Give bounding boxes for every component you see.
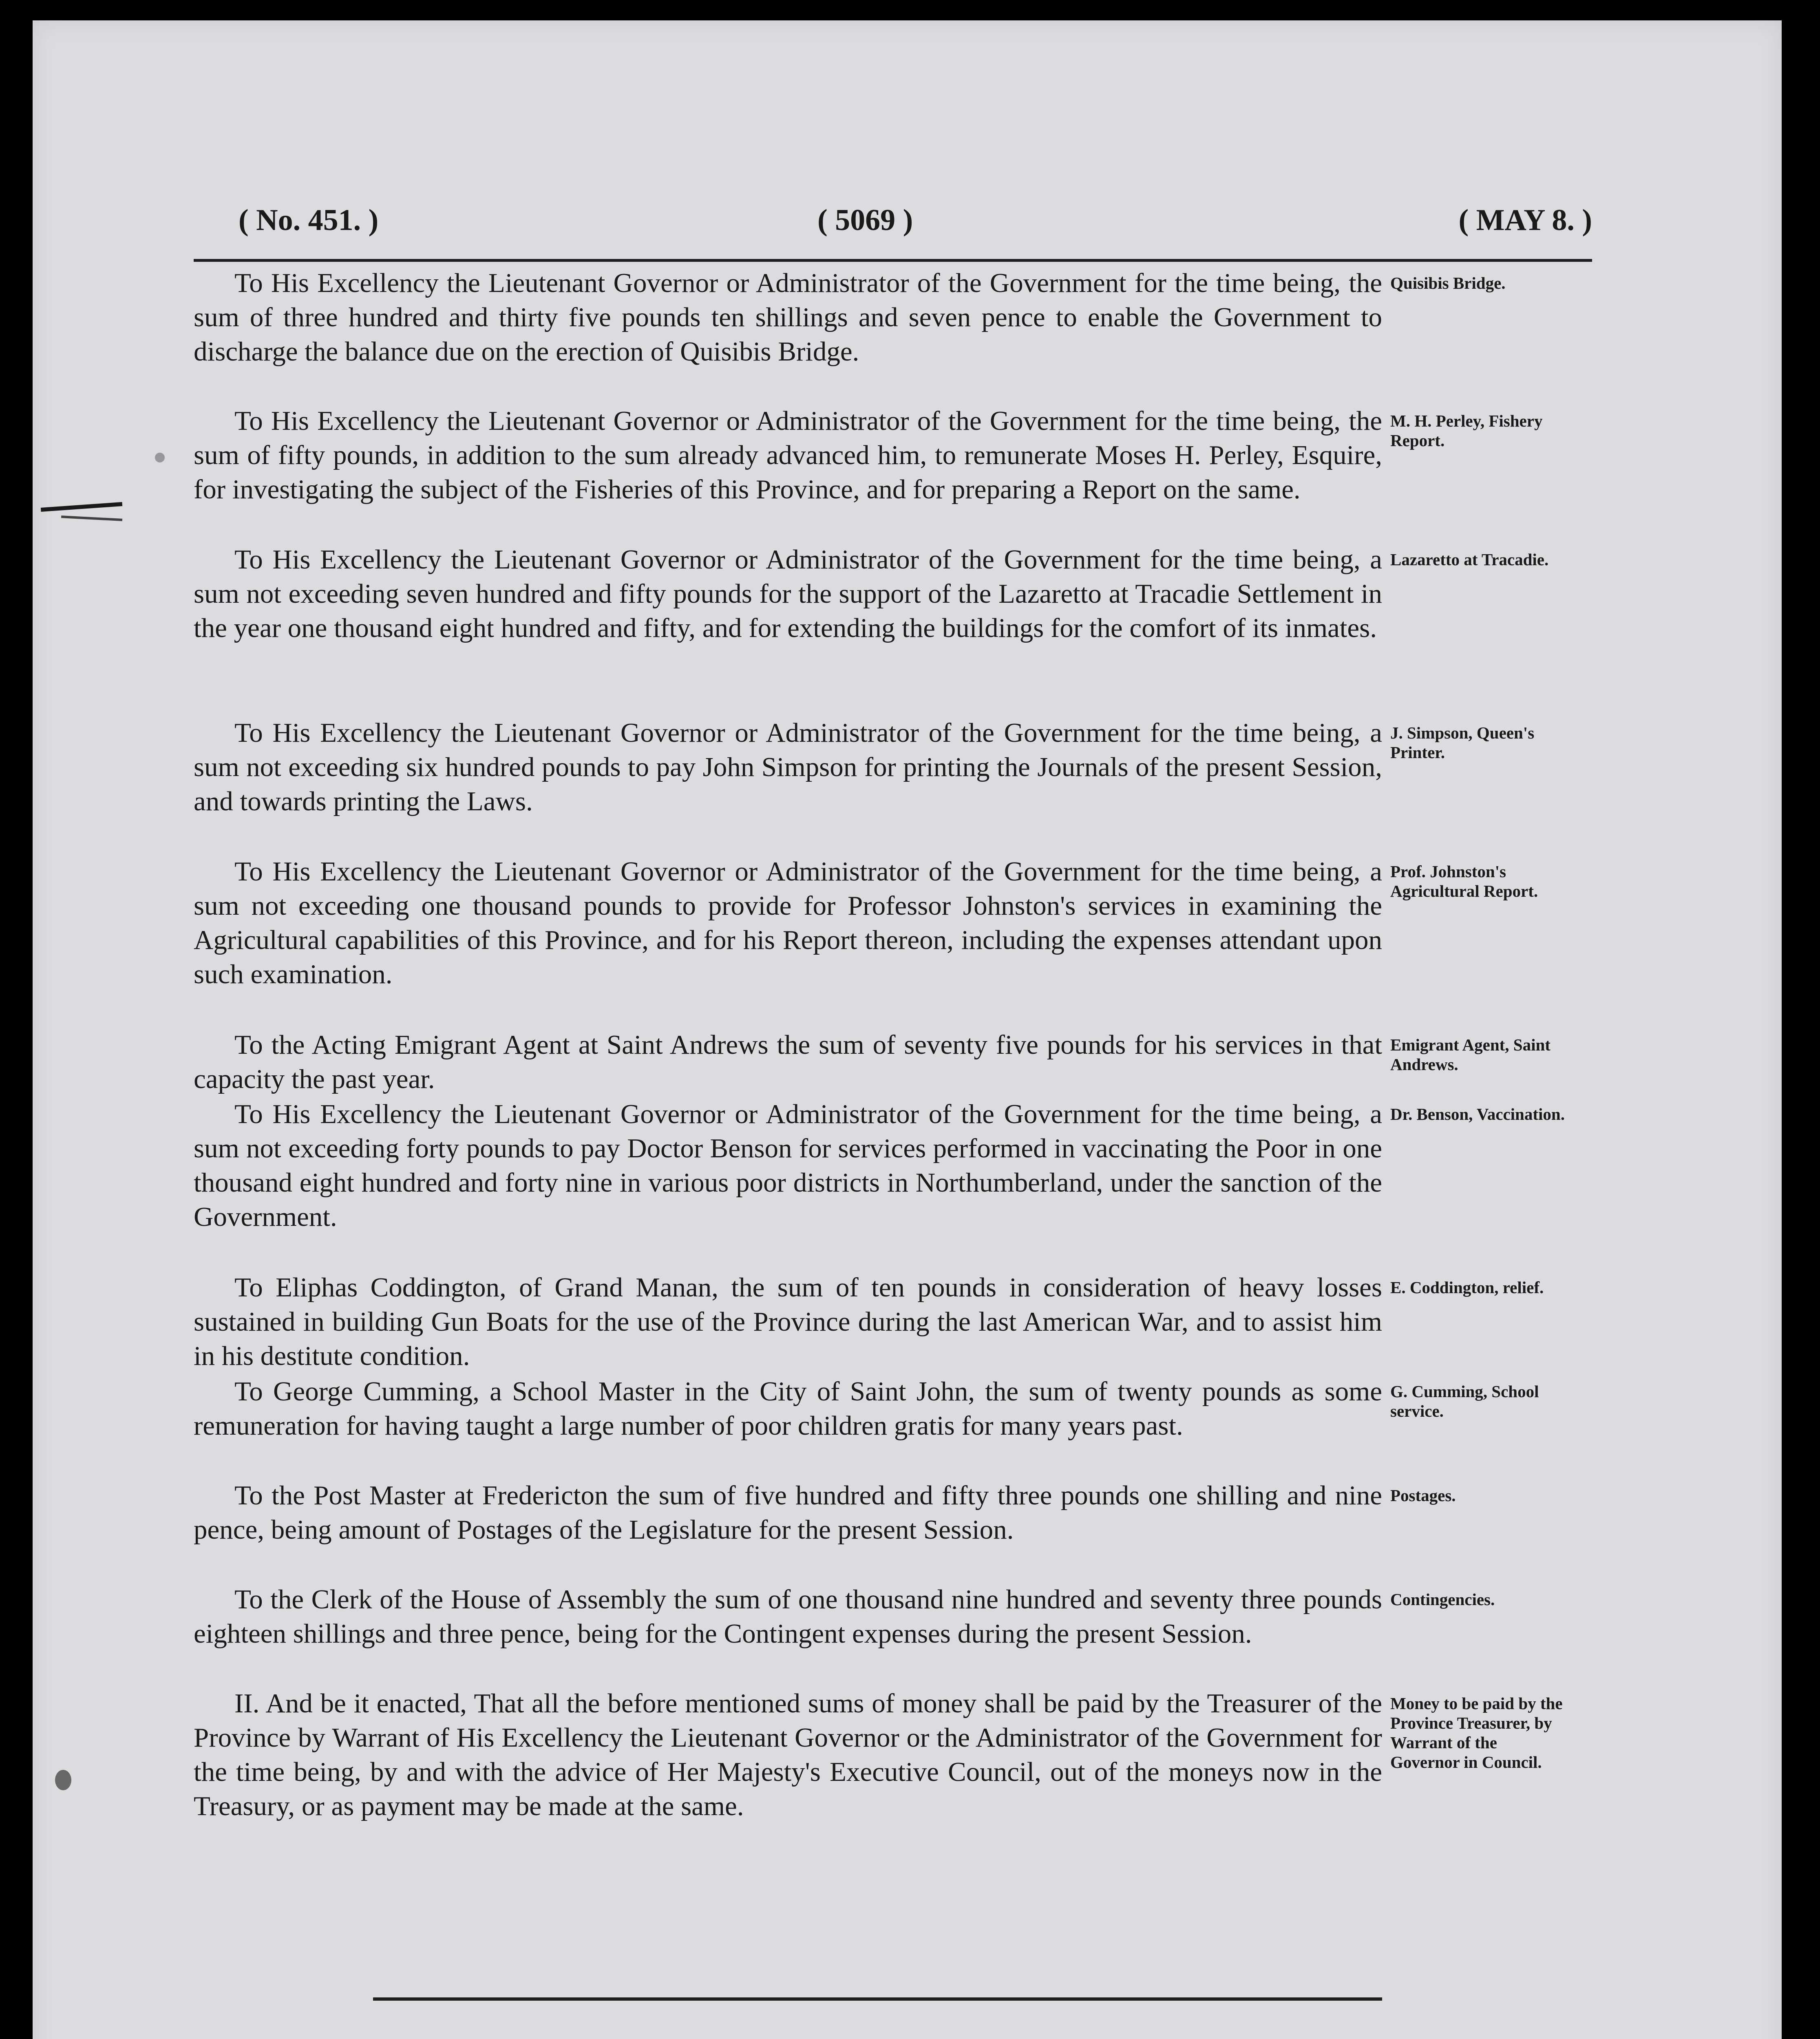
- entry-text: To the Post Master at Fredericton the sum of five hundred and fifty three pounds one shilling and nine pence, being amount of Postages of the Legislature for the present Session.: [194, 1480, 1382, 1545]
- marginal-note: Quisibis Bridge.: [1390, 274, 1506, 292]
- header-rule: [194, 259, 1592, 262]
- entry-text: To His Excellency the Lieutenant Governor or Administrator of the Government for the time being, a sum not exceeding seven hundred and fifty pounds for the support of the Lazaretto at Tracadie Settlement in the year one thousand eight hundred and fifty, and for extending the buildings for the comfort of its inmates.: [194, 544, 1382, 643]
- entry-text: To His Excellency the Lieutenant Governor or Administrator of the Government for the time being, a sum not exceeding six hundred pounds to pay John Simpson for printing the Journals of the present Session, and towards printing the Laws.: [194, 718, 1382, 816]
- marginal-note: Prof. Johnston's Agricultural Report.: [1390, 862, 1538, 900]
- marginal-note: Dr. Benson, Vaccination.: [1390, 1105, 1565, 1123]
- marginal-note: Lazaretto at Tracadie.: [1390, 550, 1549, 569]
- header-date: ( MAY 8. ): [1458, 203, 1592, 237]
- margin-mark-left: [41, 502, 122, 512]
- marginal-note: Money to be paid by the Province Treasurer, by Warrant of the Governor in Council.: [1390, 1694, 1563, 1771]
- marginal-note: Contingencies.: [1390, 1590, 1495, 1609]
- marginal-note: Emigrant Agent, Saint Andrews.: [1390, 1035, 1551, 1074]
- margin-smudge: [55, 1770, 71, 1790]
- page-header: [194, 195, 1592, 260]
- page-number: ( 5069 ): [817, 203, 913, 237]
- entry-text: To His Excellency the Lieutenant Governor or Administrator of the Government for the time being, the sum of fifty pounds, in addition to the sum already advanced him, to remunerate Moses H. Perley, Esquire, for investigating the subject of the Fisheries of this Province, and for preparing a Report on the same.: [194, 406, 1382, 504]
- marginal-note: E. Coddington, relief.: [1390, 1278, 1544, 1297]
- act-number: ( No. 451. ): [239, 203, 379, 237]
- marginal-note: J. Simpson, Queen's Printer.: [1390, 723, 1535, 762]
- marginal-note: M. H. Perley, Fishery Report.: [1390, 411, 1543, 450]
- entry-text: To His Excellency the Lieutenant Governor or Administrator of the Government for the time being, a sum not exceeding one thousand pounds to provide for Professor Johnston's services in examining the Agricultural capabilities of this Province, and for his Report thereon, including the expenses attendant upon such examination.: [194, 856, 1382, 989]
- entry-text: To Eliphas Coddington, of Grand Manan, the sum of ten pounds in consideration of heavy losses sustained in building Gun Boats for the use of the Province during the last American War, and to assist him in his destitute condition.: [194, 1272, 1382, 1371]
- entry-text: To the Acting Emigrant Agent at Saint Andrews the sum of seventy five pounds for his services in that capacity the past year.: [194, 1030, 1382, 1094]
- margin-mark-left-2: [61, 515, 122, 521]
- entry-text: To His Excellency the Lieutenant Governor or Administrator of the Government for the time being, the sum of three hundred and thirty five pounds ten shillings and seven pence to enable the Government to discharge the balance due on the erection of Quisibis Bridge.: [194, 268, 1382, 367]
- footer-rule: [373, 1997, 1382, 2001]
- entry-text: To the Clerk of the House of Assembly the sum of one thousand nine hundred and seventy three pounds eighteen shillings and three pence, being for the Contingent expenses during the present Session.: [194, 1584, 1382, 1649]
- marginal-note: Postages.: [1390, 1486, 1456, 1505]
- entry-text: To George Cumming, a School Master in the City of Saint John, the sum of twenty pounds as some remuneration for having taught a large number of poor children gratis for many years past.: [194, 1376, 1382, 1441]
- marginal-note: G. Cumming, School service.: [1390, 1382, 1539, 1420]
- entry-text: II. And be it enacted, That all the before mentioned sums of money shall be paid by the Treasurer of the Province by Warrant of His Excellency the Lieutenant Governor or the Administrator of the Government for the time being, by and with the advice of Her Majesty's Executive Council, out of the moneys now in the Treasury, or as payment may be made at the same.: [194, 1688, 1382, 1821]
- entry-text: To His Excellency the Lieutenant Governor or Administrator of the Government for the time being, a sum not exceeding forty pounds to pay Doctor Benson for services performed in vaccinating the Poor in one thousand eight hundred and forty nine in various poor districts in Northumberland, under the sanction of the Government.: [194, 1099, 1382, 1232]
- margin-spot: [155, 453, 165, 462]
